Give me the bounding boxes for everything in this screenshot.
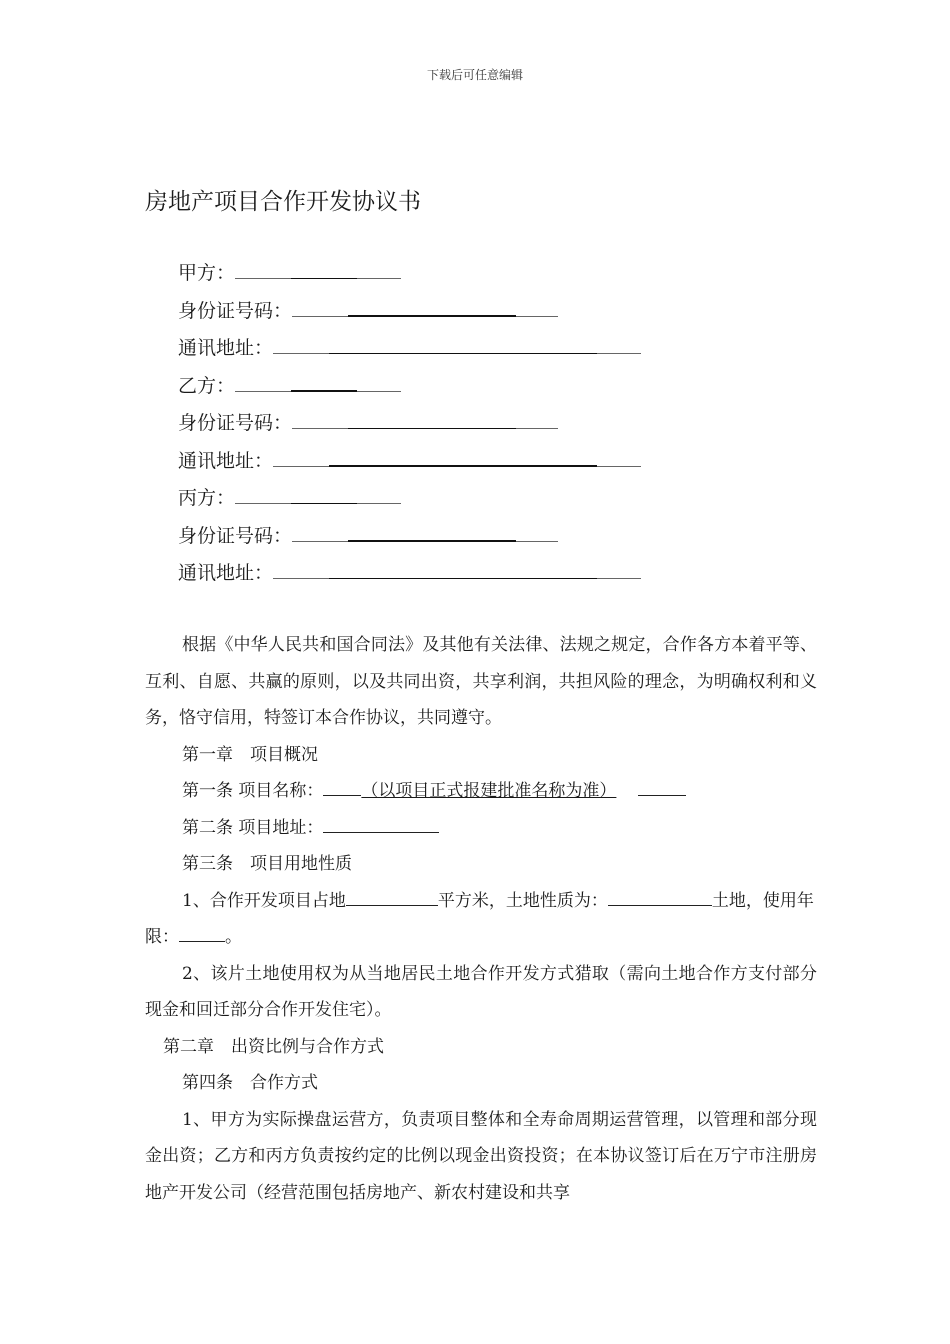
party-c-line (178, 480, 641, 518)
party-c-blank[interactable] (235, 502, 401, 504)
article-3-p1-text-d: 。 (225, 927, 242, 947)
party-a-id-line (178, 293, 641, 331)
article-3-p1-text-b: 平方米，土地性质为： (437, 890, 608, 911)
party-b-blank[interactable] (235, 390, 401, 392)
land-area-blank[interactable] (346, 887, 438, 906)
article-1-note: （以项目正式报建批准名称为准） (361, 781, 617, 801)
party-c-address-line (178, 555, 641, 593)
article-1-blank-b[interactable] (638, 777, 686, 796)
party-b-label: 乙方： (178, 374, 236, 397)
article-3-heading: 第三条 项目用地性质 (182, 854, 352, 874)
article-2-line (145, 810, 817, 847)
party-c-id-blank[interactable] (292, 540, 558, 542)
header-note: 下载后可任意编辑 (426, 68, 523, 82)
party-b-id-blank[interactable] (292, 427, 558, 429)
party-b-line (178, 368, 641, 406)
article-4-heading: 第四条 合作方式 (182, 1073, 318, 1093)
party-c-address-label: 通讯地址： (178, 562, 274, 584)
article-1-blank-a[interactable] (323, 777, 361, 796)
article-3-p1-text-c: 土地，使用年限： (145, 890, 814, 947)
article-4-paragraph-1: 1、甲方为实际操盘运营方，负责项目整体和全寿命周期运营管理，以管理和部分现金出资；乙方和丙方负责按约定的比例以现金出资投资；在本协议签订后在万宁市注册房地产开发公司（经营范围包括房地产、新农村建设和共享 (145, 1109, 817, 1203)
chapter-2-heading: 第二章 出资比例与合作方式 (163, 1036, 384, 1057)
preamble-paragraph: 根据《中华人民共和国合同法》及其他有关法律、法规之规定，合作各方本着平等、互利、自愿、共赢的原则，以及共同出资，共享利润，共担风险的理念，为明确权利和义务，恪守信用，特签订本合作协议，共同遵守。 (145, 635, 817, 728)
article-3-p1-text-a: 1、合作开发项目占地 (182, 890, 346, 911)
party-a-address-blank[interactable] (273, 352, 641, 354)
party-c-id-line (178, 518, 641, 556)
article-1-line (145, 773, 817, 810)
party-b-address-label: 通讯地址： (178, 449, 274, 472)
party-a-blank[interactable] (235, 277, 401, 279)
party-a-line (178, 255, 641, 293)
land-type-blank[interactable] (608, 887, 712, 906)
article-2-blank[interactable] (323, 814, 439, 833)
party-b-address-line (178, 443, 641, 481)
party-b-id-label: 身份证号码： (178, 412, 293, 434)
party-c-id-label: 身份证号码： (178, 524, 293, 547)
land-term-blank[interactable] (179, 923, 225, 942)
article-3-paragraph-1 (145, 883, 817, 956)
party-b-address-blank[interactable] (273, 465, 641, 467)
party-c-address-blank[interactable] (273, 577, 641, 579)
party-c-label: 丙方： (178, 487, 236, 509)
party-a-address-line (178, 330, 641, 368)
article-1-label: 第一条 项目名称： (182, 781, 324, 801)
party-a-address-label: 通讯地址： (178, 337, 274, 359)
party-a-label: 甲方： (178, 262, 236, 284)
article-2-label: 第二条 项目地址： (182, 817, 324, 838)
parties-block (178, 255, 641, 593)
chapter-1-heading: 第一章 项目概况 (182, 744, 318, 765)
party-a-id-label: 身份证号码： (178, 299, 293, 322)
party-a-id-blank[interactable] (292, 315, 558, 317)
agreement-body (145, 627, 817, 1211)
document-title: 房地产项目合作开发协议书 (145, 189, 421, 215)
party-b-id-line (178, 405, 641, 443)
article-3-paragraph-2: 2、该片土地使用权为从当地居民土地合作开发方式猎取（需向土地合作方支付部分现金和回迁部分合作开发住宅）。 (145, 963, 817, 1020)
